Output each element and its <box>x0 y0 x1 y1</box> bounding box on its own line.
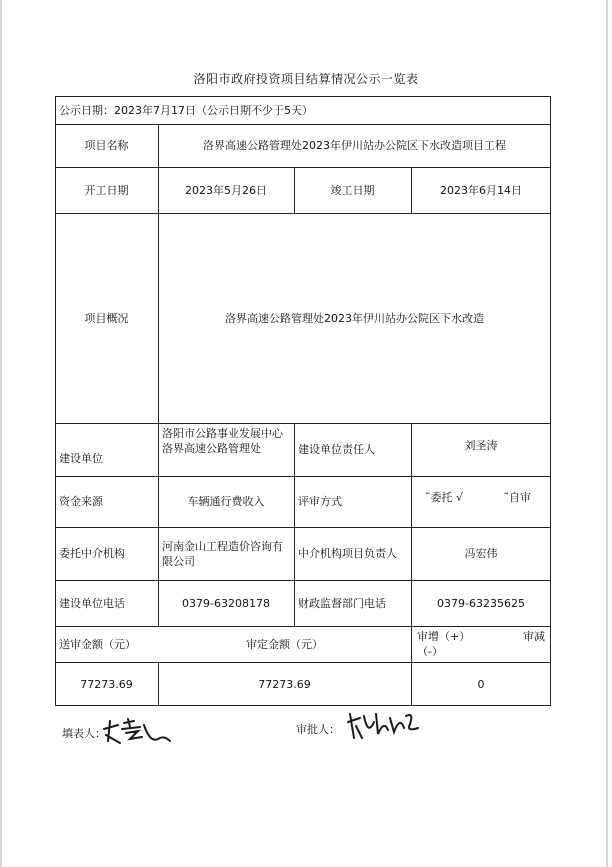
diff-header-top <box>417 629 545 644</box>
approver-signature <box>344 708 424 742</box>
project-name-value: 洛界高速公路管理处2023年伊川站办公院区下水改造项目工程 <box>203 139 506 152</box>
start-date-label: 开工日期 <box>84 183 129 197</box>
start-date-value: 2023年5月26日 <box>185 183 267 197</box>
agency-value-line2: 限公司 <box>162 554 195 568</box>
overview-label: 项目概况 <box>84 311 129 325</box>
decrease-label: 审减 <box>523 630 545 643</box>
builder-person-value: 刘圣涛 <box>464 439 498 452</box>
review-method-label: 评审方式 <box>298 495 342 508</box>
submitted-amount-value: 77273.69 <box>80 677 133 691</box>
review-method-options <box>411 472 551 523</box>
settlement-table <box>55 96 551 706</box>
approved-amount-value: 77273.69 <box>258 677 311 691</box>
approver-label: 审批人： <box>296 723 340 736</box>
diff-header <box>411 626 551 662</box>
scan-edge-right <box>606 0 608 867</box>
builder-value-line2: 洛界高速公路管理处 <box>162 442 261 455</box>
builder-value-line1: 洛阳市公路事业发展中心 <box>162 427 283 440</box>
review-option-self: ˜自审 <box>503 491 531 504</box>
approved-amount-label: 审定金额（元） <box>246 637 323 651</box>
builder-person-label: 建设单位责任人 <box>298 443 375 456</box>
builder-value <box>158 423 294 476</box>
scan-edge-left <box>0 0 2 867</box>
completion-date-label: 竣工日期 <box>330 183 375 197</box>
review-option-entrust: ˜委托 √ <box>425 491 464 504</box>
agency-person-label: 中介机构项目负责人 <box>298 547 397 560</box>
increase-label: 审增（+） <box>417 630 471 643</box>
submitted-amount-label: 送审金额（元） <box>59 637 136 651</box>
completion-date-value: 2023年6月14日 <box>440 183 522 197</box>
agency-value <box>158 527 294 580</box>
notice-date: 公示日期：2023年7月17日（公示日期不少于5天） <box>59 103 313 117</box>
fund-source-value: 车辆通行费收入 <box>187 495 265 508</box>
finance-phone-value: 0379-63235625 <box>437 596 525 610</box>
agency-label: 委托中介机构 <box>59 547 125 560</box>
builder-phone-label: 建设单位电话 <box>59 596 125 610</box>
fund-source-label: 资金来源 <box>59 495 103 508</box>
project-name-label: 项目名称 <box>84 139 129 152</box>
builder-label: 建设单位 <box>59 452 103 465</box>
agency-person-value: 冯宏伟 <box>464 547 498 560</box>
agency-value-line1: 河南金山工程造价咨询有 <box>162 539 283 553</box>
document-title: 洛阳市政府投资项目结算情况公示一览表 <box>193 72 419 86</box>
builder-phone-value: 0379-63208178 <box>182 596 270 610</box>
overview-value: 洛界高速公路管理处2023年伊川站办公院区下水改造 <box>225 311 484 325</box>
diff-amount-value: 0 <box>477 677 485 691</box>
finance-phone-label: 财政监督部门电话 <box>298 596 386 610</box>
decrease-sign: （-） <box>417 645 443 658</box>
filler-label: 填表人： <box>62 727 106 740</box>
filler-signature <box>100 713 172 749</box>
